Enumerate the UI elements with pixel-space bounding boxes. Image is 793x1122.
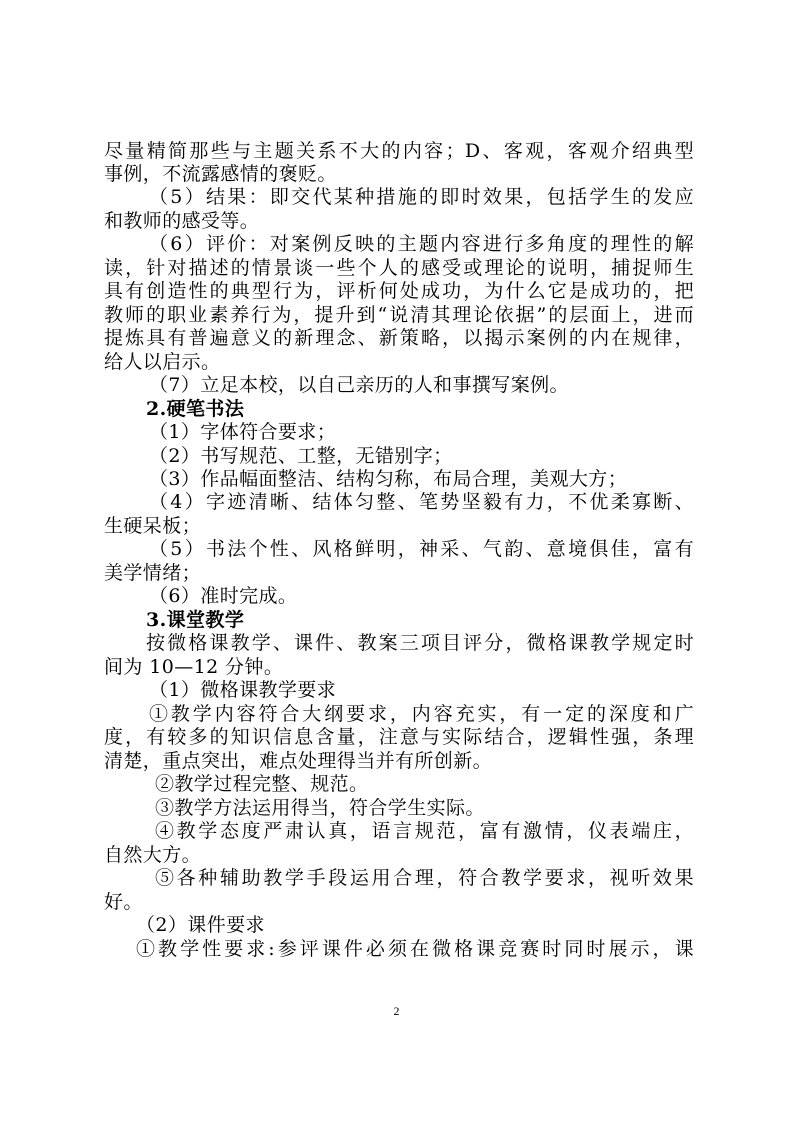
text-line: 按微格课教学、课件、教案三项目评分，微格课教学规定时 <box>146 632 694 654</box>
text-line: （7）立足本校，以自己亲历的人和事撰写案例。 <box>149 374 569 396</box>
text-line: 读，针对描述的情景谈一些个人的感受或理论的说明，捕捉师生 <box>104 257 694 279</box>
text-line: 事例，不流露感情的褒贬。 <box>104 163 337 185</box>
text-line: 提炼具有普遍意义的新理念、新策略，以揭示案例的内在规律， <box>104 327 694 349</box>
section-heading: 3.课堂教学 <box>146 609 245 631</box>
text-line: ⑤各种辅助教学手段运用合理，符合教学要求，视听效果 <box>155 867 694 889</box>
text-line: 给人以启示。 <box>104 351 221 373</box>
text-line: ②教学过程完整、规范。 <box>155 773 369 795</box>
text-line: （1）微格课教学要求 <box>149 679 337 701</box>
text-line: 生硬呆板； <box>104 515 202 537</box>
text-line: 清楚，重点突出，难点处理得当并有所创新。 <box>104 750 493 772</box>
text-line: （3）作品幅面整洁、结构匀称，布局合理，美观大方； <box>149 468 628 490</box>
text-line: （1）字体符合要求； <box>149 421 337 443</box>
text-line: （5）书法个性、风格鲜明，神采、气韵、意境俱佳，富有 <box>149 538 694 560</box>
text-line: ③教学方法运用得当，符合学生实际。 <box>155 797 485 819</box>
page-number: 2 <box>393 1004 400 1018</box>
text-line: 好。 <box>104 891 143 913</box>
text-line: （4）字迹清晰、结体匀整、笔势坚毅有力，不优柔寡断、 <box>149 491 694 513</box>
text-line: （5）结果：即交代某种措施的即时效果，包括学生的发应 <box>149 186 694 208</box>
text-line: 美学情绪； <box>104 562 202 584</box>
text-line: 间为 10—12 分钟。 <box>104 656 284 678</box>
text-line: 和教师的感受等。 <box>104 210 260 232</box>
text-line: （2）课件要求 <box>136 914 265 936</box>
text-line: （6）评价：对案例反映的主题内容进行多角度的理性的解 <box>149 233 694 255</box>
text-line: 尽量精简那些与主题关系不大的内容；D、客观，客观介绍典型 <box>104 140 694 162</box>
section-heading: 2.硬笔书法 <box>146 398 245 420</box>
text-line: 具有创造性的典型行为，评析何处成功，为什么它是成功的，把 <box>104 280 694 302</box>
text-line: 度，有较多的知识信息含量，注意与实际结合，逻辑性强，条理 <box>104 726 694 748</box>
text-line: 教师的职业素养行为，提升到“说清其理论依据”的层面上，进而 <box>104 304 694 326</box>
text-line: （6）准时完成。 <box>149 585 298 607</box>
text-line: （2）书写规范、工整，无错别字； <box>149 445 453 467</box>
text-line: ④教学态度严肃认真，语言规范，富有激情，仪表端庄， <box>155 820 694 842</box>
text-line: ①教学内容符合大纲要求，内容充实，有一定的深度和广 <box>149 703 694 725</box>
text-line: ①教学性要求:参评课件必须在微格课竞赛时同时展示，课 <box>136 938 694 960</box>
text-line: 自然大方。 <box>104 844 202 866</box>
